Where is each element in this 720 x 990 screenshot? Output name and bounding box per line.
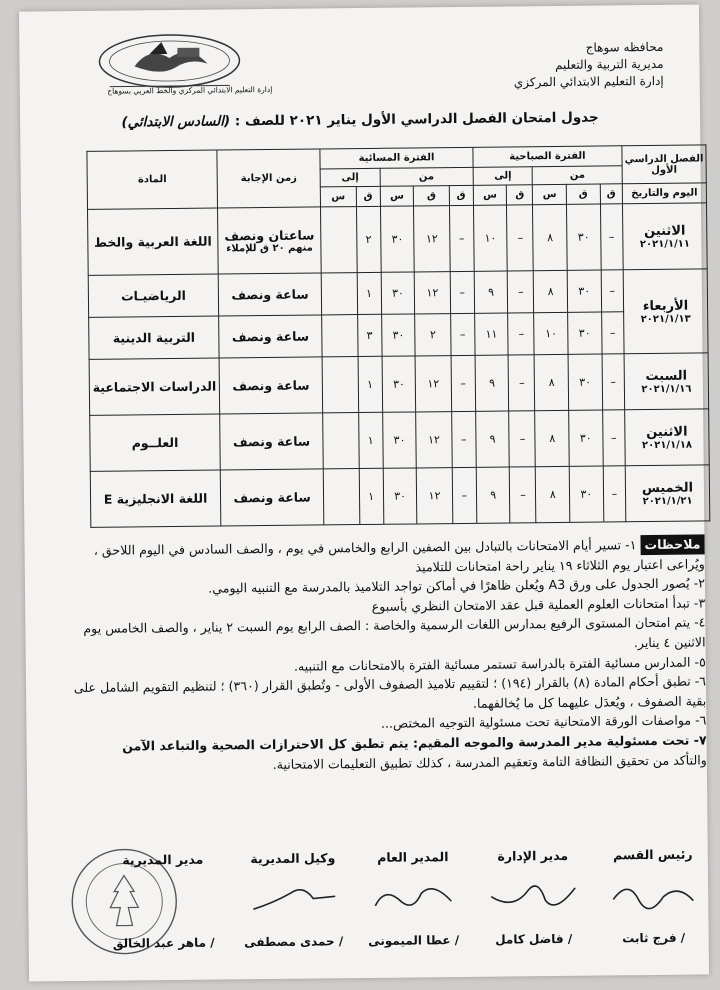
duration-cell: ساعة ونصف [220,469,324,526]
subject-cell: التربية الدينية [89,316,220,359]
day-date-cell: الاثنين ٢٠٢١/١/١٨ [625,409,710,466]
issuing-authority [403,39,664,93]
governorate: محافظه سوهاج [585,39,664,55]
note-item: ١- تسير أيام الامتحانات بالتبادل بين الصفين الرابع والخامس في يوم ، والصف السادس في اليوم اللاحق ، ويُراعى اعتبار يوم الثلاثاء ١٩ يناير راحة امتحانات للتلاميذ [93,537,705,575]
day-date-cell: الأربعاء ٢٠٢١/١/١٣ [623,269,708,354]
note-item: ٦- مواصفات الورقة الامتحانية تحت مسئولية التوجيه المختص... [380,712,707,732]
header-morning-period: الفترة الصباحية [473,146,622,168]
note-item: ٤- يتم امتحان المستوى الرفيع بمدارس اللغات الرسمية والخاصة : الصف الرابع يوم السبت ٢ يناير ، والصف الخامس يوم الاثنين ٤ يناير. [83,614,706,651]
logo-caption: إدارة التعليم الابتدائي المركزي والخط العربي بسوهاج [107,84,273,96]
table-row: السبت ٢٠٢١/١/١٦ – ٣٠ ٨ – ٩ – ١٢ ٣٠ ١ ساعة ونصف الدراسات الاجتماعية [89,353,709,415]
header-day-date: اليوم والتاريخ [622,183,706,204]
header-evening-period: الفترة المسائية [320,147,473,169]
grade-label: (السادس الابتدائي) [121,113,231,131]
day-date-cell: الخميس ٢٠٢١/١/٢١ [625,465,710,522]
directorate: مديرية التربية والتعليم [554,56,664,72]
document-title [20,108,700,131]
unit-min: ق [356,186,380,206]
header-subject: المادة [87,150,218,209]
unit-min: ق [414,186,449,206]
handwritten-signature [483,870,584,921]
note-item: ٧- تحت مسئولية مدير المدرسة والموجه المقيم: يتم تطبق كل الاحترازات الصحية والتباعد الآمن [122,732,707,754]
note-item: ٦- تطبق أحكام المادة (٨) بالقرار (١٩٤) ؛ لتقييم تلاميذ الصفوف الأولى - وتُطبق القرار (٣٦٠) ؛ لتنظيم التقويم الشامل على بقية الصفوف ، ويُعدَل عليهما كل ما يُخالفهما. [73,673,707,711]
notes-section [64,534,706,776]
header-semester: الفصل الدراسي الأول [622,145,706,184]
exam-schedule-table [86,144,710,527]
note-item: ٢- يُصور الجدول على ورق A3 ويُعلن ظاهرًا في أماكن تواجد التلاميذ بالمدرسة مع التنبيه اليومي. [208,575,706,596]
unit-hour: س [380,186,414,206]
unit-min: ق [566,184,600,204]
note-item: ٣- تبدأ امتحانات العلوم العملية قبل عقد الامتحان النظري بأسبوع [371,595,706,614]
signatory-name: / ماهر عبد الخالق [112,935,215,951]
handwritten-signature [363,871,464,922]
signatory-role: مدير الإدارة [497,847,569,864]
subject-cell: اللغة الانجليزية E [90,470,221,527]
unit-sec: ق [449,185,473,205]
note-item: ٥- المدارس مسائية الفترة بالدراسة تستمر مسائية الفترة بالامتحانات مع التنبيه. [293,653,706,674]
signatory-name: / عطا الميمونى [368,933,460,948]
signatory-role: مدير المديرية [122,851,204,868]
signature-block [238,850,348,950]
table-row: الخميس ٢٠٢١/١/٢١ – ٣٠ ٨ – ٩ – ١٢ ٣٠ ١ ساعة ونصف اللغة الانجليزية E [90,465,710,527]
unit-hour: س [533,184,567,204]
handwritten-signature [603,868,704,919]
signatory-role: رئيس القسم [612,846,693,863]
signature-block [598,846,708,946]
header-morning-to: إلى [473,167,533,186]
signatory-role: وكيل المديرية [250,850,336,867]
duration-cell: ساعة ونصف [219,315,322,358]
administration: إدارة التعليم الابتدائي المركزي [513,73,664,90]
unit-min: ق [507,185,533,205]
table-row: الأربعاء ٢٠٢١/١/١٣ – ٣٠ ٨ – ٩ – ١٢ ٣٠ ١ ساعة ونصف الرياضيـات [88,269,707,317]
note-item: والتأكد من تحقيق النظافة التامة وتعقيم المدرسة ، كذلك تطبيق التعليمات الامتحانية. [272,751,707,772]
unit-hour: س [473,185,507,205]
subject-cell: اللغة العربية والخط [88,208,219,275]
subject-cell: الرياضيـات [88,274,219,317]
header-duration: زمن الإجابة [217,149,321,208]
subject-cell: الدراسات الاجتماعية [89,358,220,415]
duration-cell: ساعة ونصف [220,413,324,470]
signatory-role: المدير العام [377,849,449,865]
subject-cell: العلــوم [90,414,221,471]
day-date-cell: السبت ٢٠٢١/١/١٦ [624,353,709,410]
table-row: الاثنين ٢٠٢١/١/١١ – ٣٠ ٨ – ١٠ – ١٢ ٣٠ ٢ ساعتان ونصف منهم ٢٠ ق للإملاء اللغة العربية والخط [88,203,708,275]
signatory-name: / فرج ثابت [622,930,686,946]
duration-cell: ساعتان ونصف منهم ٢٠ ق للإملاء [218,207,322,274]
day-date-cell: الاثنين ٢٠٢١/١/١١ [622,203,707,270]
handwritten-signature [243,872,344,923]
notes-label: ملاحظات [640,534,704,554]
duration-cell: ساعة ونصف [219,357,323,414]
signatory-name: / فاضل كامل [495,931,573,947]
signature-block [358,849,468,948]
unit-hour: س [320,187,356,207]
header-evening-to: إلى [320,168,380,187]
signatory-name: / حمدى مصطفى [244,934,344,950]
signature-block [108,851,218,951]
document-page [19,4,709,981]
duration-cell: ساعة ونصف [218,273,321,316]
title-text: جدول امتحان الفصل الدراسي الأول يناير ٢٠٢١ للصف : [234,109,599,130]
header-evening-from: من [380,167,473,186]
table-row: – ٣٠ ١٠ – ١١ – ٢ ٣٠ ٣ ساعة ونصف التربية الدينية [89,311,708,359]
signatures-row [68,846,709,963]
unit-sec: ق [600,184,623,204]
header-morning-from: من [533,166,623,185]
signature-block [478,847,588,947]
table-row: الاثنين ٢٠٢١/١/١٨ – ٣٠ ٨ – ٩ – ١٢ ٣٠ ١ ساعة ونصف العلــوم [90,409,710,471]
